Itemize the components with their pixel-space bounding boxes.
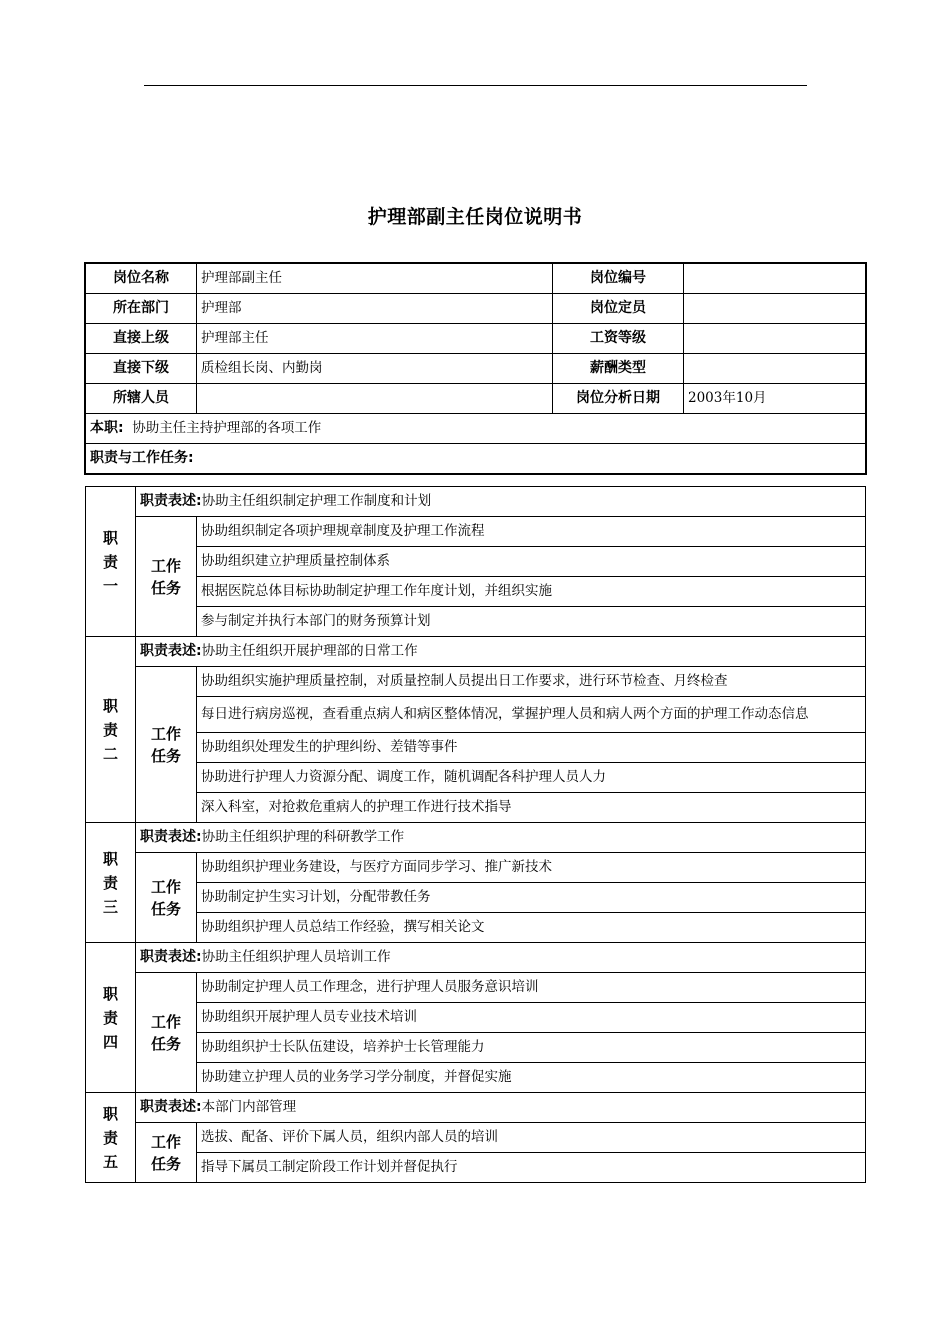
row-superior bbox=[86, 324, 866, 354]
task-item: 深入科室，对抢救危重病人的护理工作进行技术指导 bbox=[197, 793, 866, 823]
duty-name-char: 三 bbox=[102, 897, 118, 916]
task-label bbox=[136, 517, 197, 637]
staff-label: 所辖人员 bbox=[86, 384, 197, 414]
duty-name-char: 责 bbox=[102, 1008, 118, 1027]
task-item: 协助制定护生实习计划，分配带教任务 bbox=[197, 883, 866, 913]
superior-value: 护理部主任 bbox=[197, 324, 553, 354]
task-row bbox=[86, 667, 866, 697]
duty-name-char: 职 bbox=[102, 849, 118, 868]
pay-type-value bbox=[684, 354, 866, 384]
subordinate-label: 直接下级 bbox=[86, 354, 197, 384]
duty-statement-row bbox=[86, 1093, 866, 1123]
duty-statement-label: 职责表述: bbox=[140, 949, 202, 965]
task-label-word: 工作 bbox=[150, 1012, 181, 1031]
task-row bbox=[86, 883, 866, 913]
duty-statement-label: 职责表述: bbox=[140, 493, 202, 509]
row-duties-header bbox=[86, 444, 866, 474]
task-item: 协助组织处理发生的护理纠纷、差错等事件 bbox=[197, 733, 866, 763]
duty-name-char: 责 bbox=[102, 873, 118, 892]
task-row bbox=[86, 607, 866, 637]
task-item: 每日进行病房巡视，查看重点病人和病区整体情况，掌握护理人员和病人两个方面的护理工作动态信息 bbox=[197, 697, 866, 733]
subordinate-value: 质检组长岗、内勤岗 bbox=[197, 354, 553, 384]
duty-name-char: 职 bbox=[102, 696, 118, 715]
task-item: 协助组织制定各项护理规章制度及护理工作流程 bbox=[197, 517, 866, 547]
task-row bbox=[86, 733, 866, 763]
position-name-value: 护理部副主任 bbox=[197, 264, 553, 294]
row-subordinate bbox=[86, 354, 866, 384]
task-item: 协助组织实施护理质量控制，对质量控制人员提出日工作要求，进行环节检查、月终检查 bbox=[197, 667, 866, 697]
duty-name bbox=[86, 823, 136, 943]
task-row bbox=[86, 1153, 866, 1183]
duty-name-char: 责 bbox=[102, 1128, 118, 1147]
row-department bbox=[86, 294, 866, 324]
duty-statement bbox=[136, 943, 866, 973]
task-row bbox=[86, 763, 866, 793]
task-row bbox=[86, 577, 866, 607]
task-item: 选拔、配备、评价下属人员，组织内部人员的培训 bbox=[197, 1123, 866, 1153]
document-title: 护理部副主任岗位说明书 bbox=[367, 206, 583, 228]
duty-statement-text: 协助主任组织护理人员培训工作 bbox=[201, 949, 391, 965]
duty-name bbox=[86, 637, 136, 823]
duty-name-char: 五 bbox=[102, 1152, 118, 1171]
row-staff bbox=[86, 384, 866, 414]
duty-statement-label: 职责表述: bbox=[140, 643, 202, 659]
duty-statement bbox=[136, 1093, 866, 1123]
task-row bbox=[86, 1123, 866, 1153]
analysis-date-value: 2003年10月 bbox=[684, 384, 866, 414]
task-row bbox=[86, 547, 866, 577]
summary-cell bbox=[86, 414, 866, 444]
header-rule bbox=[144, 85, 807, 86]
department-value: 护理部 bbox=[197, 294, 553, 324]
task-item: 协助建立护理人员的业务学习学分制度，并督促实施 bbox=[197, 1063, 866, 1093]
task-item: 协助组织建立护理质量控制体系 bbox=[197, 547, 866, 577]
task-item: 协助组织开展护理人员专业技术培训 bbox=[197, 1003, 866, 1033]
task-item: 协助进行护理人力资源分配、调度工作，随机调配各科护理人员人力 bbox=[197, 763, 866, 793]
task-label-word: 任务 bbox=[150, 1154, 181, 1173]
duty-statement-row bbox=[86, 823, 866, 853]
task-item: 协助制定护理人员工作理念，进行护理人员服务意识培训 bbox=[197, 973, 866, 1003]
salary-grade-label: 工资等级 bbox=[553, 324, 684, 354]
task-row bbox=[86, 853, 866, 883]
duty-name-char: 责 bbox=[102, 552, 118, 571]
position-code-value bbox=[684, 264, 866, 294]
department-label: 所在部门 bbox=[86, 294, 197, 324]
task-label-word: 任务 bbox=[150, 1034, 181, 1053]
duty-name bbox=[86, 943, 136, 1093]
staff-value bbox=[197, 384, 553, 414]
duty-name-char: 职 bbox=[102, 528, 118, 547]
task-item: 协助组织护士长队伍建设，培养护士长管理能力 bbox=[197, 1033, 866, 1063]
duty-name-char: 责 bbox=[102, 720, 118, 739]
task-label bbox=[136, 973, 197, 1093]
task-label-word: 任务 bbox=[150, 578, 181, 597]
task-label bbox=[136, 853, 197, 943]
duty-name-char: 四 bbox=[102, 1032, 118, 1051]
task-row bbox=[86, 913, 866, 943]
task-item: 协助组织护理业务建设，与医疗方面同步学习、推广新技术 bbox=[197, 853, 866, 883]
headcount-label: 岗位定员 bbox=[553, 294, 684, 324]
task-row bbox=[86, 517, 866, 547]
duty-name bbox=[86, 487, 136, 637]
duty-name-char: 一 bbox=[102, 576, 118, 595]
task-row bbox=[86, 1063, 866, 1093]
task-item: 参与制定并执行本部门的财务预算计划 bbox=[197, 607, 866, 637]
duty-statement-text: 协助主任组织开展护理部的日常工作 bbox=[201, 643, 418, 659]
superior-label: 直接上级 bbox=[86, 324, 197, 354]
duty-statement bbox=[136, 487, 866, 517]
position-code-label: 岗位编号 bbox=[553, 264, 684, 294]
task-label-word: 工作 bbox=[150, 556, 181, 575]
duty-statement-row bbox=[86, 943, 866, 973]
analysis-date-label: 岗位分析日期 bbox=[553, 384, 684, 414]
duty-statement-text: 本部门内部管理 bbox=[201, 1099, 297, 1115]
salary-grade-value bbox=[684, 324, 866, 354]
duty-statement bbox=[136, 823, 866, 853]
task-label-word: 任务 bbox=[150, 746, 181, 765]
duty-statement-row bbox=[86, 487, 866, 517]
position-name-label: 岗位名称 bbox=[86, 264, 197, 294]
duty-statement-row bbox=[86, 637, 866, 667]
duty-statement-text: 协助主任组织制定护理工作制度和计划 bbox=[201, 493, 432, 509]
task-item: 协助组织护理人员总结工作经验，撰写相关论文 bbox=[197, 913, 866, 943]
task-label bbox=[136, 1123, 197, 1183]
summary-value: 协助主任主持护理部的各项工作 bbox=[132, 420, 322, 436]
duty-statement bbox=[136, 637, 866, 667]
task-item: 根据医院总体目标协助制定护理工作年度计划，并组织实施 bbox=[197, 577, 866, 607]
task-row bbox=[86, 1033, 866, 1063]
task-row bbox=[86, 793, 866, 823]
task-label-word: 工作 bbox=[150, 877, 181, 896]
duty-statement-label: 职责表述: bbox=[140, 829, 202, 845]
task-item: 指导下属员工制定阶段工作计划并督促执行 bbox=[197, 1153, 866, 1183]
pay-type-label: 薪酬类型 bbox=[553, 354, 684, 384]
duty-name bbox=[86, 1093, 136, 1183]
duty-name-char: 职 bbox=[102, 1104, 118, 1123]
duties-header: 职责与工作任务: bbox=[86, 444, 866, 474]
task-row bbox=[86, 973, 866, 1003]
duty-statement-text: 协助主任组织护理的科研教学工作 bbox=[201, 829, 405, 845]
duties-table bbox=[85, 486, 866, 1183]
task-row bbox=[86, 1003, 866, 1033]
duty-name-char: 职 bbox=[102, 984, 118, 1003]
job-description-table bbox=[85, 263, 866, 474]
task-label-word: 工作 bbox=[150, 724, 181, 743]
row-position-name bbox=[86, 264, 866, 294]
task-label bbox=[136, 667, 197, 823]
task-label-word: 任务 bbox=[150, 899, 181, 918]
task-label-word: 工作 bbox=[150, 1132, 181, 1151]
duty-statement-label: 职责表述: bbox=[140, 1099, 202, 1115]
row-summary bbox=[86, 414, 866, 444]
headcount-value bbox=[684, 294, 866, 324]
duty-name-char: 二 bbox=[102, 744, 118, 763]
summary-label: 本职: bbox=[90, 420, 124, 436]
task-row bbox=[86, 697, 866, 733]
